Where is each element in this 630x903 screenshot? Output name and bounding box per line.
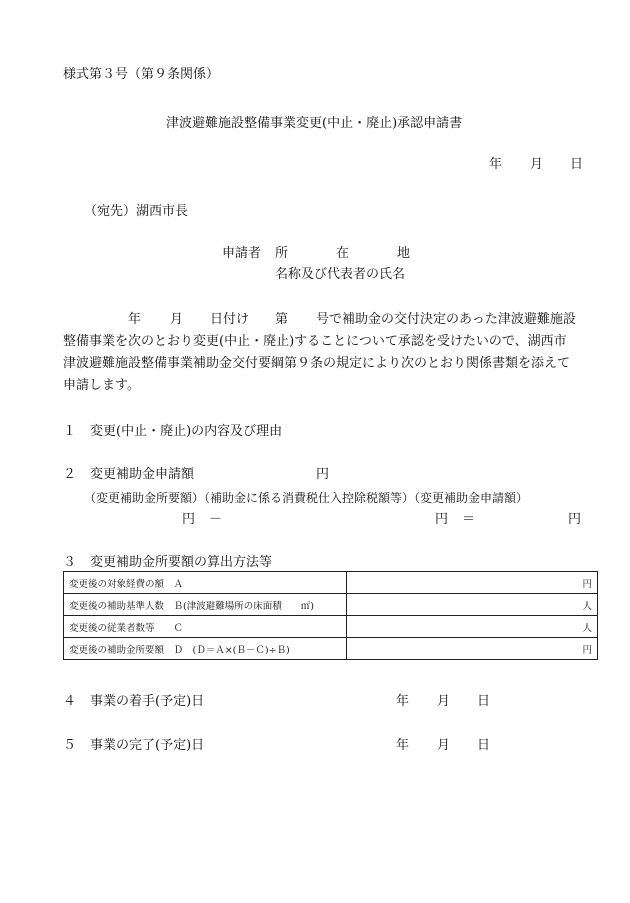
section-5-title: 事業の完了(予定)日 <box>90 738 205 753</box>
section-2-title: 変更補助金申請額 <box>90 467 195 482</box>
end-month: 月 <box>437 738 451 753</box>
body-line4: 申請します。 <box>63 378 140 393</box>
form-number: 様式第３号（第９条関係） <box>63 67 220 82</box>
section-1-number: １ <box>63 424 77 439</box>
start-month: 月 <box>437 694 451 709</box>
start-year: 年 <box>396 694 410 709</box>
table-row <box>64 638 598 660</box>
end-year: 年 <box>396 738 410 753</box>
body-no: 第 <box>275 312 289 327</box>
row-label-base-persons: 変更後の補助基準人数 Ｂ(津波避難場所の床面積 ㎡) <box>64 594 347 616</box>
address-char-1: 所 <box>275 246 289 261</box>
table-row <box>64 616 598 638</box>
body-line1-rest: 号で補助金の交付決定のあった津波避難施設 <box>316 312 576 327</box>
row-unit-persons: 人 <box>347 616 598 638</box>
address-char-2: 在 <box>336 246 350 261</box>
formula-yen-3: 円 <box>568 512 582 527</box>
row-unit-persons: 人 <box>347 594 598 616</box>
date-day: 日 <box>570 157 584 172</box>
body-month: 月 <box>170 312 184 327</box>
body-day-dated: 日付け <box>210 312 250 327</box>
row-unit-yen: 円 <box>347 572 598 594</box>
date-month: 月 <box>530 157 544 172</box>
section-2-sub-labels: （変更補助金所要額）（補助金に係る消費税仕入控除税額等）（変更補助金申請額） <box>84 491 529 505</box>
applicant-label: 申請者 <box>222 246 262 261</box>
table-row <box>64 572 598 594</box>
body-year: 年 <box>128 312 142 327</box>
row-label-required-amount: 変更後の補助金所要額 Ｄ (Ｄ＝Ａ×(Ｂ－Ｃ)÷Ｂ) <box>64 638 347 660</box>
address-char-3: 地 <box>397 246 411 261</box>
formula-yen-2: 円 <box>435 512 449 527</box>
row-label-target-cost: 変更後の対象経費の額 Ａ <box>64 572 347 594</box>
body-line2: 整備事業を次のとおり変更(中止・廃止)することについて承認を受けたいので、湖西市 <box>63 334 567 349</box>
section-4-title: 事業の着手(予定)日 <box>90 694 205 709</box>
addressee: （宛先）湖西市長 <box>84 204 189 219</box>
section-5-number: ５ <box>63 738 77 753</box>
section-2-number: ２ <box>63 467 77 482</box>
calculation-table <box>63 571 598 660</box>
start-day: 日 <box>477 694 491 709</box>
formula-minus: － <box>209 512 223 527</box>
formula-yen-1: 円 <box>182 512 196 527</box>
date-year: 年 <box>489 157 503 172</box>
document-title: 津波避難施設整備事業変更(中止・廃止)承認申請書 <box>166 116 463 131</box>
end-day: 日 <box>477 738 491 753</box>
row-label-employees: 変更後の従業者数等 Ｃ <box>64 616 347 638</box>
table-row <box>64 594 598 616</box>
section-4-number: ４ <box>63 694 77 709</box>
section-3-title: 変更補助金所要額の算出方法等 <box>90 555 273 570</box>
section-2-yen: 円 <box>316 467 330 482</box>
section-1-title: 変更(中止・廃止)の内容及び理由 <box>90 424 283 439</box>
name-label: 名称及び代表者の氏名 <box>275 267 406 282</box>
body-line3: 津波避難施設整備事業補助金交付要綱第９条の規定により次のとおり関係書類を添えて <box>63 356 571 371</box>
section-3-number: ３ <box>63 555 77 570</box>
row-unit-yen: 円 <box>347 638 598 660</box>
formula-equals: ＝ <box>462 512 476 527</box>
